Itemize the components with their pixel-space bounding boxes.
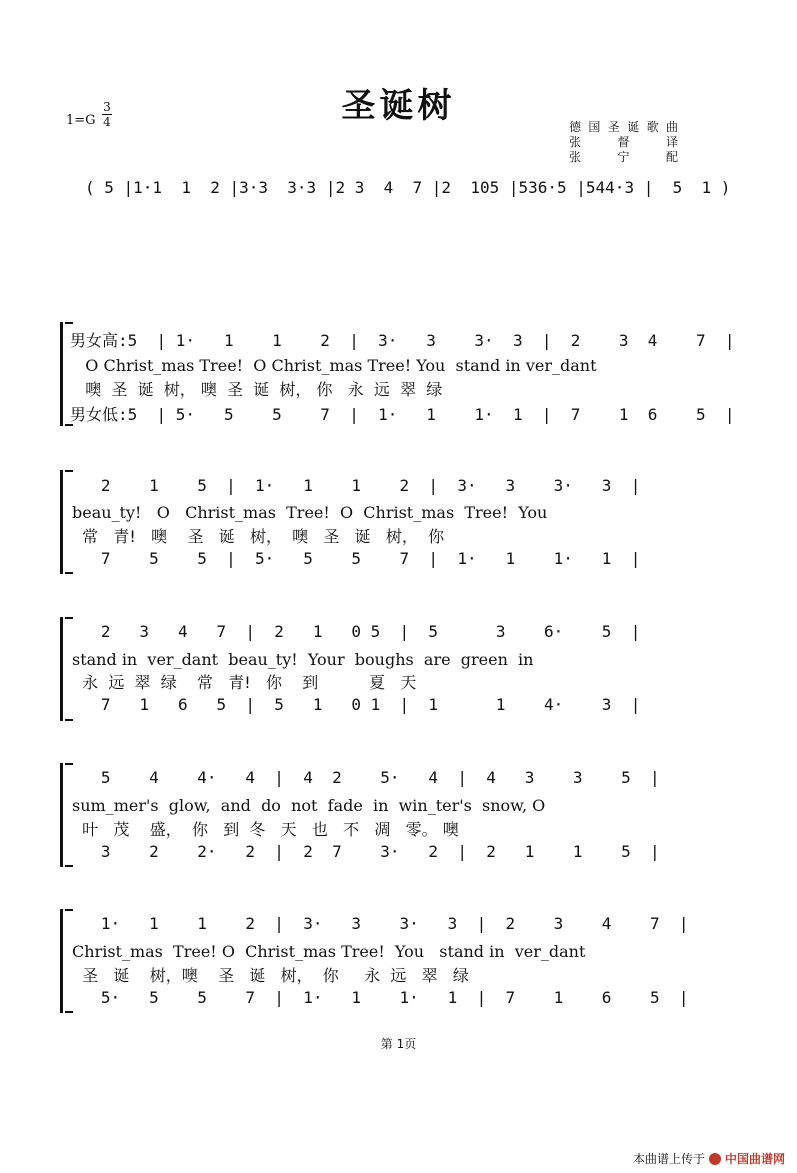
credit-arranger: 张 宁 配 <box>569 150 679 164</box>
english-lyrics: Christ_mas Tree! O Christ_mas Tree! You stand in ver_dant <box>72 942 586 961</box>
system-brace <box>60 322 69 426</box>
footer-credit <box>633 1150 785 1167</box>
low-voice-line: 3 2 2· 2 | 2 7 3· 2 | 2 1 1 5 | <box>72 842 660 861</box>
english-lyrics: beau_ty! O Christ_mas Tree! O Christ_mas Tree! You <box>72 503 548 522</box>
high-voice-line: 5 4 4· 4 | 4 2 5· 4 | 4 3 3 5 | <box>72 768 660 787</box>
high-voice-line: 1· 1 1 2 | 3· 3 3· 3 | 2 3 4 7 | <box>72 914 689 933</box>
intro-line: ( 5 |1·1 1 2 |3·3 3·3 |2 3 4 7 |2 105 |536·5 |544·3 | 5 1 ) <box>85 178 731 197</box>
footer-text: 本曲谱上传于 <box>632 1152 705 1166</box>
time-sig-top: 3 <box>103 100 111 114</box>
chinese-lyrics: 永 远 翠 绿 常 青! 你 到 夏 天 <box>72 673 417 692</box>
site-logo-icon <box>709 1153 721 1165</box>
credits <box>569 120 679 165</box>
low-voice-line: 7 1 6 5 | 5 1 0 1 | 1 1 4· 3 | <box>72 695 641 714</box>
key-signature: 1=G <box>66 113 96 128</box>
system-brace <box>60 909 69 1013</box>
time-signature <box>102 100 112 129</box>
chinese-lyrics: 常 青! 噢 圣 诞 树， 噢 圣 诞 树， 你 <box>72 527 445 546</box>
credit-origin: 德国圣诞歌曲 <box>569 120 679 134</box>
english-lyrics: sum_mer's glow, and do not fade in win_ter's snow, O <box>72 796 546 815</box>
time-sig-bottom: 4 <box>103 115 111 129</box>
site-logo-text[interactable]: 中国曲谱网 <box>724 1152 785 1166</box>
high-voice-line: 2 1 5 | 1· 1 1 2 | 3· 3 3· 3 | <box>72 476 641 495</box>
chinese-lyrics: 圣 诞 树，噢 圣 诞 树， 你 永 远 翠 绿 <box>72 966 469 985</box>
credit-translator: 张 督 译 <box>569 135 679 149</box>
chinese-lyrics: 噢 圣 诞 树， 噢 圣 诞 树， 你 永 远 翠 绿 <box>70 380 443 399</box>
system-brace <box>60 617 69 721</box>
high-voice-line: 2 3 4 7 | 2 1 0 5 | 5 3 6· 5 | <box>72 622 641 641</box>
low-voice-line: 5· 5 5 7 | 1· 1 1· 1 | 7 1 6 5 | <box>72 988 689 1007</box>
system-brace <box>60 470 69 574</box>
english-lyrics: stand in ver_dant beau_ty! Your boughs are green in <box>72 650 534 669</box>
low-voice-line: 男女低:5 | 5· 5 5 7 | 1· 1 1· 1 | 7 1 6 5 | <box>70 405 735 424</box>
score-title: 圣诞树 <box>341 86 456 126</box>
high-voice-line: 男女高:5 | 1· 1 1 2 | 3· 3 3· 3 | 2 3 4 7 | <box>70 331 735 350</box>
english-lyrics: O Christ_mas Tree! O Christ_mas Tree! You stand in ver_dant <box>70 356 597 375</box>
low-voice-line: 7 5 5 | 5· 5 5 7 | 1· 1 1· 1 | <box>72 549 641 568</box>
page-number: 第 1页 <box>380 1037 417 1051</box>
system-brace <box>60 763 69 867</box>
chinese-lyrics: 叶 茂 盛， 你 到 冬 天 也 不 凋 零。 噢 <box>72 820 459 839</box>
